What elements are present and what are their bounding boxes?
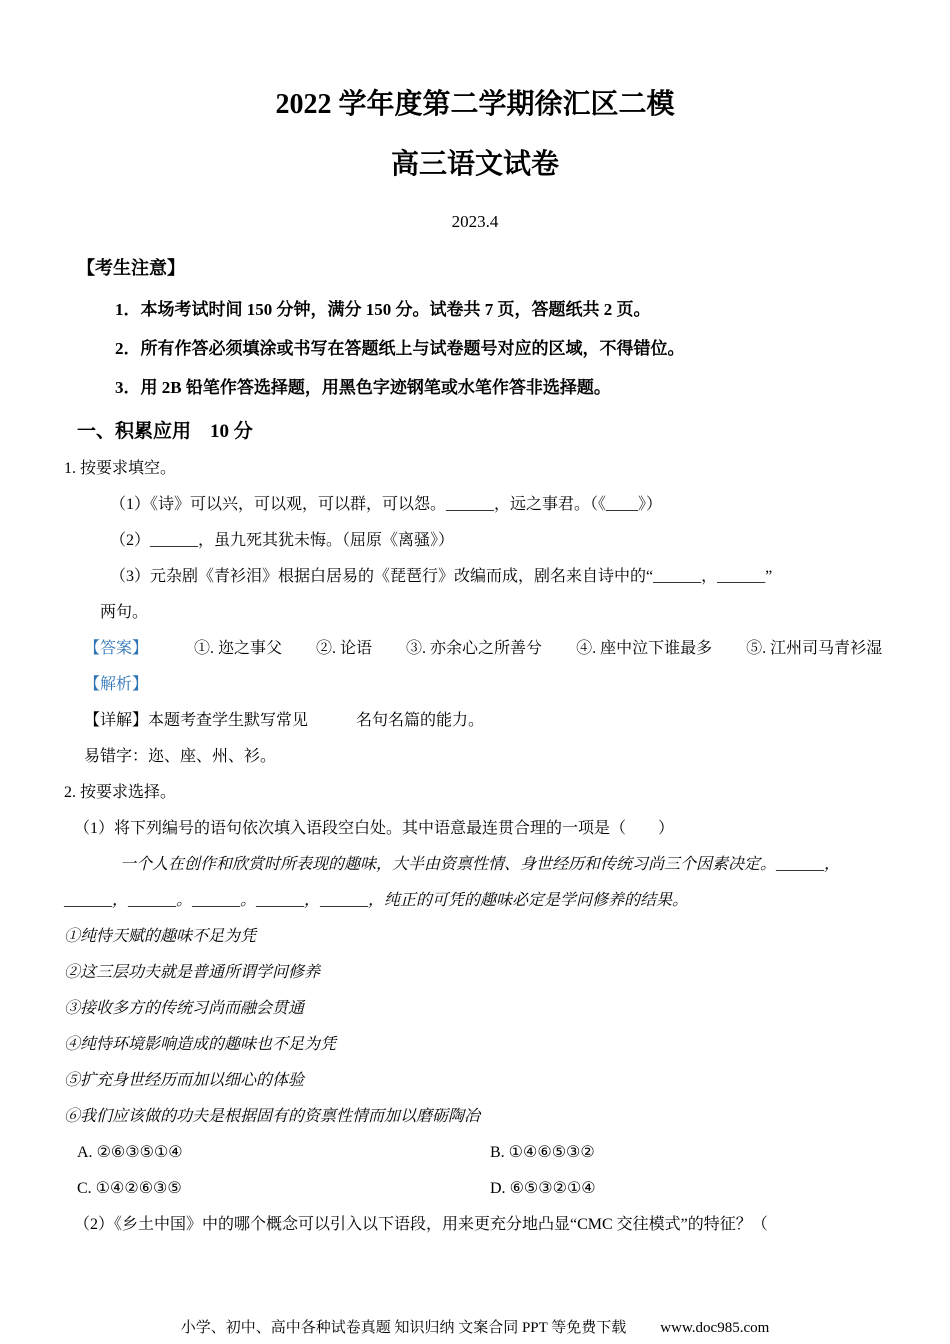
notice-heading: 【考生注意】 <box>77 258 185 278</box>
question-2-part1-stem: （1）将下列编号的语句依次填入语段空白处。其中语意最连贯合理的一项是（ ） <box>74 820 675 837</box>
answer-item-1: ①. 迩之事父 <box>194 640 283 657</box>
choice-d-value: ⑥⑤③②①④ <box>509 1180 596 1197</box>
choice-b <box>490 1135 903 1171</box>
choice-c <box>77 1171 490 1207</box>
exam-header <box>0 0 950 233</box>
passage-line-2: ______，______。______。______，______，纯正的可凭的趣味必定是学问修养的结果。 <box>64 892 689 909</box>
numbered-sentence-4: ④纯恃环境影响造成的趣味也不足为凭 <box>64 1036 337 1053</box>
question-2 <box>0 775 950 1243</box>
question-1 <box>0 451 950 775</box>
exam-subtitle: 高三语文试卷 <box>390 149 559 180</box>
answer-item-3: ③. 亦余心之所善兮 <box>406 640 543 657</box>
question-2-part2-stem: （2）《乡土中国》中的哪个概念可以引入以下语段，用来更充分地凸显“CMC 交往模式”的特征？（ <box>74 1216 768 1233</box>
answer-item-4: ④. 座中泣下谁最多 <box>576 640 713 657</box>
answer-item-5: ⑤. 江州司马青衫湿 <box>746 640 883 657</box>
choice-b-value: ①④⑥⑤③② <box>508 1144 595 1161</box>
question-1-blank-3: （3）元杂剧《青衫泪》根据白居易的《琵琶行》改编而成，剧名来自诗中的“______，______” <box>110 568 773 585</box>
detail-text: 本题考查学生默写常见 名句名篇的能力。 <box>148 712 485 729</box>
exam-title: 2022 学年度第二学期徐汇区二模 <box>275 89 675 120</box>
numbered-sentence-1: ①纯恃天赋的趣味不足为凭 <box>64 928 257 945</box>
question-1-answer-line <box>84 631 950 667</box>
question-1-blank-2: （2）______，虽九死其犹未悔。（屈原《离骚》） <box>110 532 455 549</box>
analysis-label: 【解析】 <box>84 676 149 693</box>
numbered-sentence-3: ③接收多方的传统习尚而融会贯通 <box>64 1000 305 1017</box>
choice-a-label: A. <box>77 1144 93 1161</box>
notice-item-3: 3．用 2B 铅笔作答选择题，用黑色字迹钢笔或水笔作答非选择题。 <box>115 378 611 397</box>
answer-label: 【答案】 <box>84 640 149 657</box>
question-1-blank-1: （1）《诗》可以兴，可以观，可以群，可以怨。______，远之事君。（《____》） <box>110 496 663 513</box>
exam-date: 2023.4 <box>451 212 499 231</box>
detail-label: 【详解】 <box>84 712 149 729</box>
question-1-error-note: 易错字：迩、座、州、衫。 <box>84 748 277 765</box>
choice-d <box>490 1171 903 1207</box>
section-1-heading: 一、积累应用 10 分 <box>77 421 253 442</box>
notice-item-2: 2．所有作答必须填涂或书写在答题纸上与试卷题号对应的区域，不得错位。 <box>115 339 685 358</box>
numbered-sentence-5: ⑤扩充身世经历而加以细心的体验 <box>64 1072 305 1089</box>
footer-site-url: www.doc985.com <box>660 1320 770 1336</box>
choice-d-label: D. <box>490 1180 506 1197</box>
choice-c-value: ①④②⑥③⑤ <box>95 1180 182 1197</box>
question-1-blank-3-continued: 两句。 <box>100 604 149 621</box>
choice-a <box>77 1135 490 1171</box>
candidate-notice <box>0 256 950 407</box>
answer-item-2: ②. 论语 <box>316 640 373 657</box>
choice-row-2 <box>77 1171 950 1207</box>
question-2-stem: 2. 按要求选择。 <box>64 784 177 801</box>
choice-a-value: ②⑥③⑤①④ <box>96 1144 183 1161</box>
choice-c-label: C. <box>77 1180 92 1197</box>
notice-item-1: 1．本场考试时间 150 分钟，满分 150 分。试卷共 7 页，答题纸共 2 页。 <box>115 300 651 319</box>
choice-row-1 <box>77 1135 950 1171</box>
numbered-sentence-2: ②这三层功夫就是普通所谓学问修养 <box>64 964 321 981</box>
numbered-sentence-6: ⑥我们应该做的功夫是根据固有的资禀性情而加以磨砺陶冶 <box>64 1108 481 1125</box>
question-1-stem: 1. 按要求填空。 <box>64 460 177 477</box>
passage-line-1: 一个人在创作和欣赏时所表现的趣味，大半由资禀性情、身世经历和传统习尚三个因素决定。______， <box>120 856 841 873</box>
choice-b-label: B. <box>490 1144 505 1161</box>
page-footer <box>0 1318 950 1338</box>
footer-promo-text: 小学、初中、高中各种试卷真题 知识归纳 文案合同 PPT 等免费下载 <box>180 1320 627 1336</box>
question-1-detail-line <box>84 703 950 739</box>
